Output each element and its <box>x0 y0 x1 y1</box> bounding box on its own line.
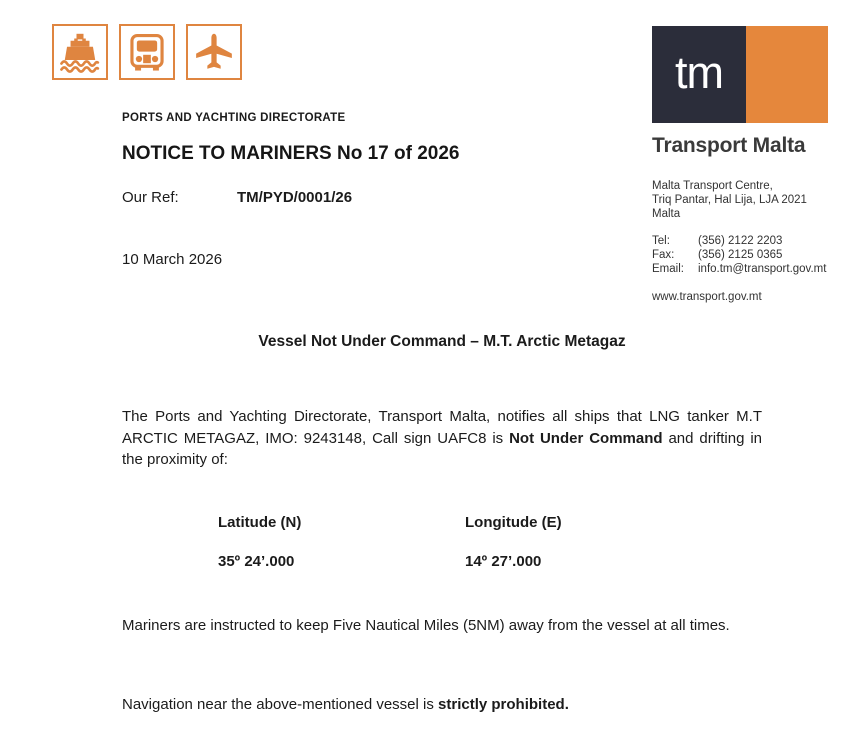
website: www.transport.gov.mt <box>652 291 762 303</box>
subject-title: Vessel Not Under Command – M.T. Arctic Metagaz <box>258 333 626 350</box>
latitude-column <box>218 514 301 570</box>
latitude-label: Latitude (N) <box>218 514 302 531</box>
ref-value: TM/PYD/0001/26 <box>237 189 353 206</box>
notification-text-tail: and drifting in the proximity of: <box>122 429 763 468</box>
prohibition-text: Navigation near the above-mentioned vessel is <box>122 696 439 713</box>
ref-label: Our Ref: <box>122 189 179 206</box>
latitude-value: 35º 24’.000 <box>218 553 295 570</box>
fax-label: Fax: <box>652 249 675 261</box>
brand-name: Transport Malta <box>652 134 806 157</box>
email-label: Email: <box>652 263 684 275</box>
document-date: 10 March 2026 <box>122 251 223 268</box>
tel-value: (356) 2122 2203 <box>698 235 783 247</box>
email-value: info.tm@transport.gov.mt <box>698 263 827 275</box>
strictly-prohibited-emphasis: strictly prohibited. <box>438 696 569 713</box>
tel-label: Tel: <box>652 235 670 247</box>
ship-icon <box>52 24 108 80</box>
notice-title: NOTICE TO MARINERS No 17 of 2026 <box>122 143 460 164</box>
prohibition-paragraph <box>122 694 762 716</box>
address-line: Malta Transport Centre, <box>652 180 773 192</box>
address-line: Triq Pantar, Hal Lija, LJA 2021 <box>652 194 807 206</box>
longitude-value: 14º 27’.000 <box>465 553 542 570</box>
longitude-column <box>465 514 562 570</box>
notification-paragraph <box>122 406 762 471</box>
notification-text: The Ports and Yachting Directorate, Transport Malta, notifies all ships that LNG tanker M.T ARCTIC METAGAZ, IMO: 9243148, Call sign UAFC8 is <box>122 408 762 447</box>
document-body <box>122 0 762 740</box>
tm-logo-text: tm <box>675 46 723 98</box>
fax-value: (356) 2125 0365 <box>698 249 783 261</box>
not-under-command-emphasis: Not Under Command <box>509 429 663 447</box>
instruction-paragraph: Mariners are instructed to keep Five Nautical Miles (5NM) away from the vessel at all times. <box>122 617 730 634</box>
address-line: Malta <box>652 208 681 220</box>
directorate-title: PORTS AND YACHTING DIRECTORATE <box>122 112 346 124</box>
longitude-label: Longitude (E) <box>465 514 562 531</box>
